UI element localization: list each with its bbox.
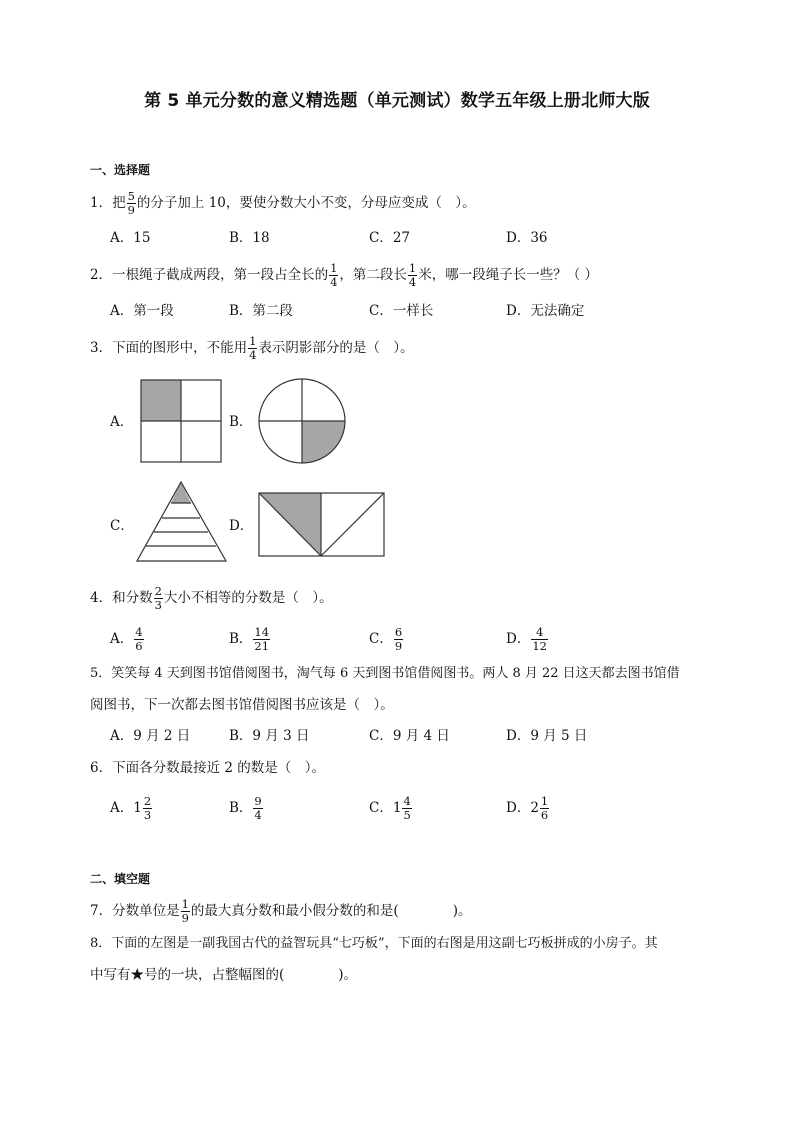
option-d[interactable]: D．无法确定	[506, 303, 585, 319]
option-b[interactable]: B．9 月 3 日	[229, 728, 310, 744]
option-d[interactable]: D．2 $\frac{1}{6}$	[506, 794, 549, 822]
option-c[interactable]: C．1 $\frac{4}{5}$	[369, 794, 411, 822]
section-choice-heading: 一、选择题	[90, 163, 151, 177]
fraction: $\frac{1}{4}$	[249, 334, 257, 362]
question-8-line-2[interactable]: 中写有★号的一块，占整幅图的( )。	[90, 967, 358, 983]
fraction: $\frac{5}{9}$	[127, 189, 135, 217]
option-b[interactable]: B． $\frac{9}{4}$	[229, 794, 262, 822]
question-4: 4．和分数 $\frac{2}{3}$ 大小不相等的分数是（ ）。	[90, 584, 333, 612]
fraction: $\frac{1}{4}$	[330, 261, 338, 289]
figure-d-label: D．	[229, 518, 254, 534]
page-title: 第 5 单元分数的意义精选题（单元测试）数学五年级上册北师大版	[144, 91, 650, 111]
shaded-top	[171, 482, 191, 503]
option-b[interactable]: B． $\frac{14}{21}$	[229, 625, 270, 653]
option-b[interactable]: B．第二段	[229, 303, 293, 319]
option-a[interactable]: A．15	[110, 230, 151, 246]
option-c[interactable]: C．27	[369, 230, 411, 246]
shaded-quarter	[302, 421, 345, 463]
question-7: 7．分数单位是 $\frac{1}{9}$ 的最大真分数和最小假分数的和是( )。	[90, 897, 472, 925]
fraction: $\frac{2}{3}$	[154, 584, 162, 612]
question-8-line-1: 8．下面的左图是一副我国古代的益智玩具“七巧板”，下面的右图是用这副七巧板拼成的小房子。其	[90, 936, 658, 951]
shaded-quarter	[141, 380, 181, 421]
option-c[interactable]: C．一样长	[369, 303, 434, 319]
figure-c-label: C．	[110, 518, 134, 534]
figure-b-circle[interactable]	[257, 377, 347, 465]
option-a[interactable]: A．1 $\frac{2}{3}$	[110, 794, 152, 822]
figure-d-rectangle[interactable]	[258, 492, 386, 558]
option-a[interactable]: A．9 月 2 日	[110, 728, 191, 744]
question-3: 3．下面的图形中，不能用 $\frac{1}{4}$ 表示阴影部分的是（ ）。	[90, 334, 414, 362]
section-fill-heading: 二、填空题	[90, 872, 151, 886]
question-6: 6．下面各分数最接近 2 的数是（ ）。	[90, 760, 326, 776]
figure-b-label: B．	[229, 414, 253, 430]
figure-c-triangle[interactable]	[136, 481, 228, 563]
figure-a-label: A．	[110, 414, 134, 430]
question-1: 1．把 $\frac{5}{9}$ 的分子加上 10，要使分数大小不变，分母应变成（ ）。	[90, 189, 476, 217]
fraction: $\frac{1}{9}$	[181, 897, 189, 925]
option-d[interactable]: D．36	[506, 230, 548, 246]
option-b[interactable]: B．18	[229, 230, 270, 246]
question-5-line-2: 阅图书，下一次都去图书馆借阅图书应该是（ ）。	[90, 697, 394, 713]
fraction: $\frac{1}{4}$	[408, 261, 417, 289]
option-c[interactable]: C．9 月 4 日	[369, 728, 450, 744]
option-d[interactable]: D． $\frac{4}{12}$	[506, 625, 547, 653]
option-a[interactable]: A．第一段	[110, 303, 174, 319]
question-5-line-1: 5．笑笑每 4 天到图书馆借阅图书，淘气每 6 天到图书馆借阅图书。两人 8 月 22 日这天都去图书馆借	[90, 666, 680, 681]
option-a[interactable]: A． $\frac{4}{6}$	[110, 625, 143, 653]
question-2: 2．一根绳子截成两段，第一段占全长的 $\frac{1}{4}$ ，第二段长 $\frac{1}{4}$ 米，哪一段绳子长一些？（ ）	[90, 261, 599, 289]
figure-a-square[interactable]	[140, 379, 222, 463]
option-c[interactable]: C． $\frac{6}{9}$	[369, 625, 403, 653]
option-d[interactable]: D．9 月 5 日	[506, 728, 588, 744]
